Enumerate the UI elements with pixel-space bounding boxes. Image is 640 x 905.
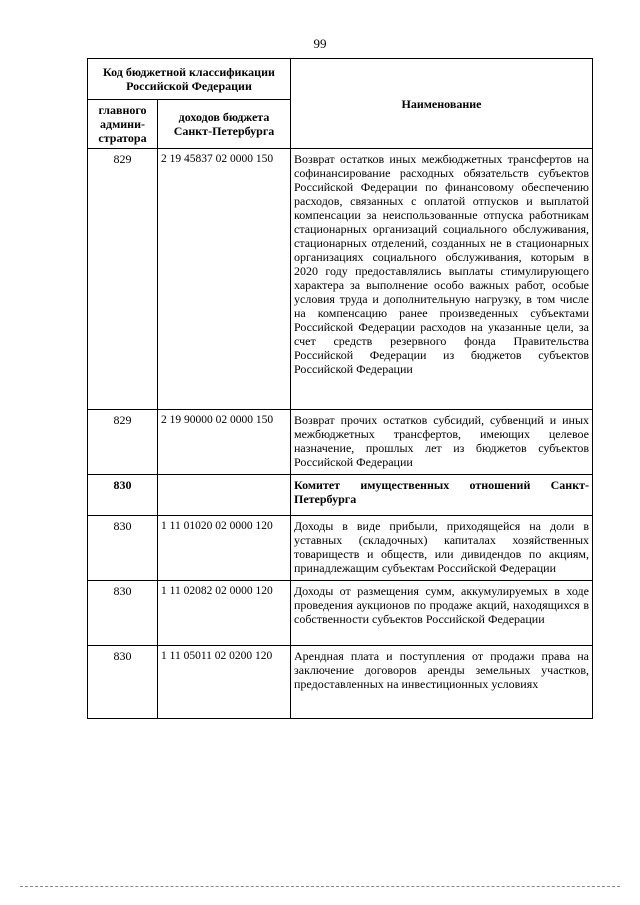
name-cell: Доходы от размещения сумм, аккумулируемых в ходе проведения аукционов по продаже акций, находящихся в собственности субъектов Российской Федерации <box>291 581 593 646</box>
admin-code-cell: 829 <box>88 149 158 410</box>
section-heading-cell: Комитет имущественных отношений Санкт-Петербурга <box>291 475 593 516</box>
income-code-cell: 1 11 01020 02 0000 120 <box>158 516 291 581</box>
scan-edge-divider <box>20 886 620 887</box>
name-cell: Возврат остатков иных межбюджетных трансфертов на софинансирование расходных обязательств субъектов Российской Федерации по финансовому обеспечению расходов, связанных с оплатой отпусков и выплатой компенсации за неиспользованные отпуска работникам стационарных организаций социального обслуживания, стационарных отделений, созданных не в стационарных организациях социального обслуживания, которым в 2020 году предоставлялись выплаты стимулирующего характера за выполнение особо важных работ, особые условия труда и дополнительную нагрузку, в том числе на компенсацию ранее произведенных субъектами Российской Федерации расходов на указанные цели, за счет средств резервного фонда Правительства Российской Федерации из бюджетов субъектов Российской Федерации <box>291 149 593 410</box>
income-code-cell: 2 19 45837 02 0000 150 <box>158 149 291 410</box>
header-name: Наименование <box>291 59 593 149</box>
table-row <box>88 149 593 410</box>
page-number: 99 <box>313 36 327 51</box>
budget-classification-table <box>87 58 593 719</box>
table-row-section-heading <box>88 475 593 516</box>
admin-code-cell: 830 <box>88 646 158 719</box>
table-row <box>88 410 593 475</box>
income-code-cell: 1 11 05011 02 0200 120 <box>158 646 291 719</box>
header-budget-code-group: Код бюджетной классификации Российской Федерации <box>88 59 291 100</box>
income-code-cell <box>158 475 291 516</box>
table-row <box>88 581 593 646</box>
admin-code-cell: 829 <box>88 410 158 475</box>
name-cell: Доходы в виде прибыли, приходящейся на доли в уставных (складочных) капиталах хозяйственных товариществ и обществ, или дивидендов по акциям, принадлежащим субъектам Российской Федерации <box>291 516 593 581</box>
name-cell: Арендная плата и поступления от продажи права на заключение договоров аренды земельных участков, предоставленных на инвестиционных условиях <box>291 646 593 719</box>
name-cell: Возврат прочих остатков субсидий, субвенций и иных межбюджетных трансфертов, имеющих целевое назначение, прошлых лет из бюджетов субъектов Российской Федерации <box>291 410 593 475</box>
admin-code-cell: 830 <box>88 516 158 581</box>
income-code-cell: 1 11 02082 02 0000 120 <box>158 581 291 646</box>
table-row <box>88 516 593 581</box>
header-chief-administrator: главного админи-стратора <box>88 100 158 149</box>
header-budget-income: доходов бюджета Санкт-Петербурга <box>158 100 291 149</box>
table-row <box>88 646 593 719</box>
admin-code-cell: 830 <box>88 475 158 516</box>
admin-code-cell: 830 <box>88 581 158 646</box>
income-code-cell: 2 19 90000 02 0000 150 <box>158 410 291 475</box>
